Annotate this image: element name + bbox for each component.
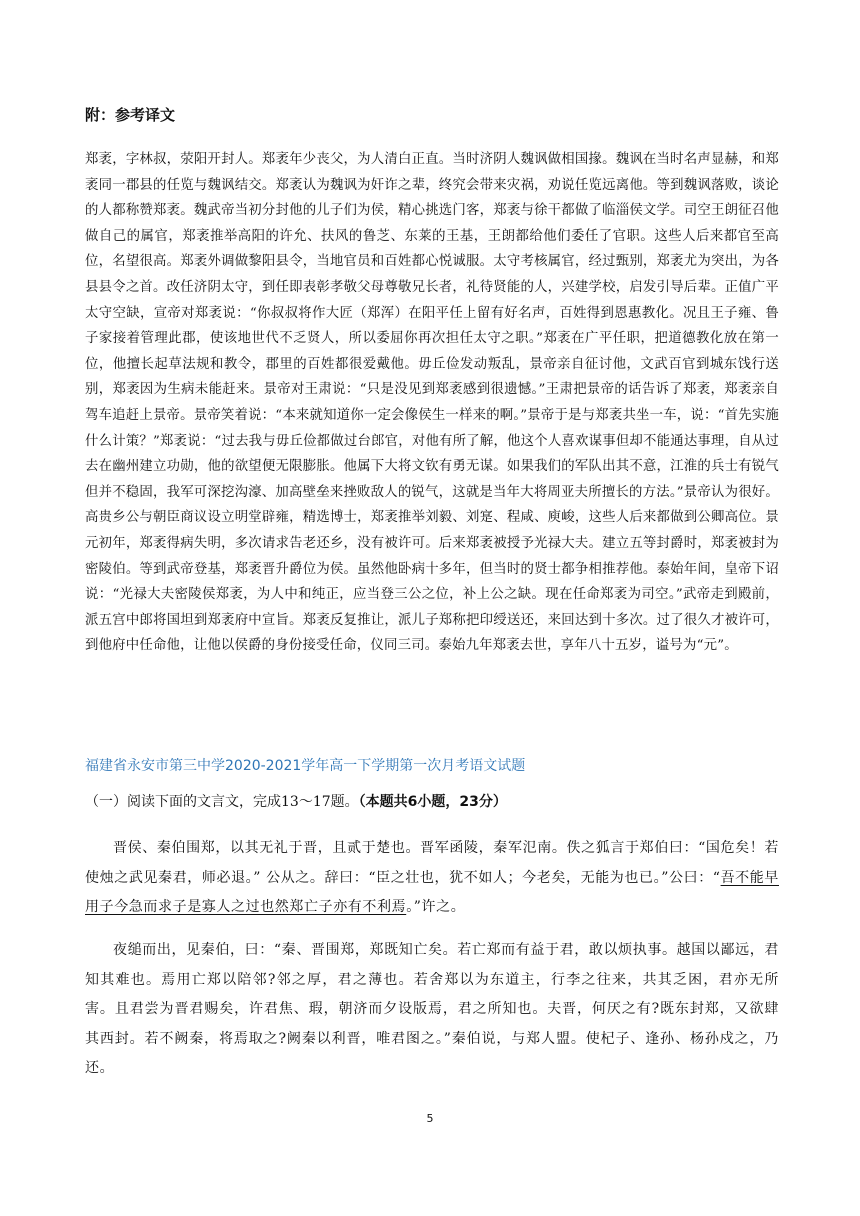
- appendix-heading: 附：参考译文: [85, 106, 176, 124]
- instruction-text: （一）阅读下面的文言文，完成13～17题。: [85, 794, 359, 810]
- instruction-score: （本题共6小题，23分）: [358, 794, 507, 810]
- question-instruction: [85, 791, 507, 813]
- reference-translation: 郑袤，字林叔，荥阳开封人。郑袤年少丧父，为人清白正直。当时济阴人魏讽做相国掾。魏讽在当时名声显赫，和郑袤同一郡县的任览与魏讽结交。郑袤认为魏讽为奸诈之辈，终究会带来灾祸，劝说任览远离他。等到魏讽落败，谈论的人都称赞郑袤。魏武帝当初分封他的儿子们为侯，精心挑选门客，郑袤与徐干都做了临淄侯文学。司空王朗征召他做自己的属官，郑袤推举高阳的许允、扶风的鲁芝、东莱的王基，王朗都给他们委任了官职。这些人后来都官至高位，名望很高。郑袤外调做黎阳县令，当地官员和百姓都心悦诚服。太守考核属官，经过甄别，郑袤尤为突出，为各县县令之首。改任济阴太守，到任即表彰孝敬父母尊敬兄长者，礼待贤能的人，兴建学校，启发引导后辈。正值广平太守空缺，宣帝对郑袤说：“你叔叔将作大匠（郑浑）在阳平任上留有好名声，百姓得到恩惠教化。况且王子雍、鲁子家接着管理此郡，使该地世代不乏贤人，所以委屈你再次担任太守之职。”郑袤在广平任职，把道德教化放在第一位，他擅长起草法规和教令，郡里的百姓都很爱戴他。毋丘俭发动叛乱，景帝亲自征讨他，文武百官到城东饯行送别，郑袤因为生病未能赶来。景帝对王肃说：“只是没见到郑袤感到很遗憾。”王肃把景帝的话告诉了郑袤，郑袤亲自驾车追赶上景帝。景帝笑着说：“本来就知道你一定会像侯生一样来的啊。”景帝于是与郑袤共坐一车，说：“首先实施什么计策？”郑袤说：“过去我与毋丘俭都做过台郎官，对他有所了解，他这个人喜欢谋事但却不能通达事理，自从过去在幽州建立功勋，他的欲望便无限膨胀。他属下大将文钦有勇无谋。如果我们的军队出其不意，江淮的兵士有锐气但并不稳固，我军可深挖沟濠、加高壁垒来挫败敌人的锐气，这就是当年大将周亚夫所擅长的方法。”景帝认为很好。高贵乡公与朝臣商议设立明堂辟雍，精选博士，郑袤推举刘毅、刘寔、程咸、庾峻，这些人后来都做到公卿高位。景元初年，郑袤得病失明，多次请求告老还乡，没有被许可。后来郑袤被授予光禄大夫。建立五等封爵时，郑袤被封为密陵伯。等到武帝登基，郑袤晋升爵位为侯。虽然他卧病十多年，但当时的贤士都争相推荐他。泰始年间，皇帝下诏说：“光禄大夫密陵侯郑袤，为人中和纯正，应当登三公之位，补上公之缺。现在任命郑袤为司空。”武帝走到殿前，派五宫中郎将国坦到郑袤府中宣旨。郑袤反复推让，派儿子郑称把印绶送还，来回达到十多次。过了很久才被许可，到他府中任命他，让他以侯爵的身份接受任命，仪同三司。泰始九年郑袤去世，享年八十五岁，谥号为“元”。: [85, 152, 779, 654]
- passage1-after: 。”许之。: [406, 899, 466, 915]
- exam-source-title: 福建省永安市第三中学2020-2021学年高一下学期第一次月考语文试题: [85, 758, 526, 774]
- page-number: 5: [426, 1112, 434, 1125]
- passage1-before: 晋侯、秦伯围郑，以其无礼于晋，且贰于楚也。晋军函陵，秦军氾南。佚之狐言于郑伯曰：“国危矣！若使烛之武见秦君，师必退。” 公从之。辞曰：“臣之壮也，犹不如人；今老矣，无能为也已。”公曰：“: [85, 840, 779, 886]
- passage1-underlined-sentence: 吾不能早用子今急而求子是寡人之过也然郑亡子亦有不利焉: [85, 869, 779, 915]
- classical-passage-paragraph-1: [85, 834, 779, 923]
- classical-passage-paragraph-2: 夜缒而出，见秦伯，曰：“秦、晋围郑，郑既知亡矣。若亡郑而有益于君，敢以烦执事。越国以鄙远，君知其难也。焉用亡郑以陪邻?邻之厚，君之薄也。若舍郑以为东道主，行李之往来，共其乏困，君亦无所害。且君尝为晋君赐矣，许君焦、瑕，朝济而夕设版焉，君之所知也。夫晋，何厌之有?既东封郑，又欲肆其西封。若不阙秦，将焉取之?阙秦以利晋，唯君图之。”秦伯说，与郑人盟。使杞子、逢孙、杨孙戍之，乃还。: [85, 942, 779, 1076]
